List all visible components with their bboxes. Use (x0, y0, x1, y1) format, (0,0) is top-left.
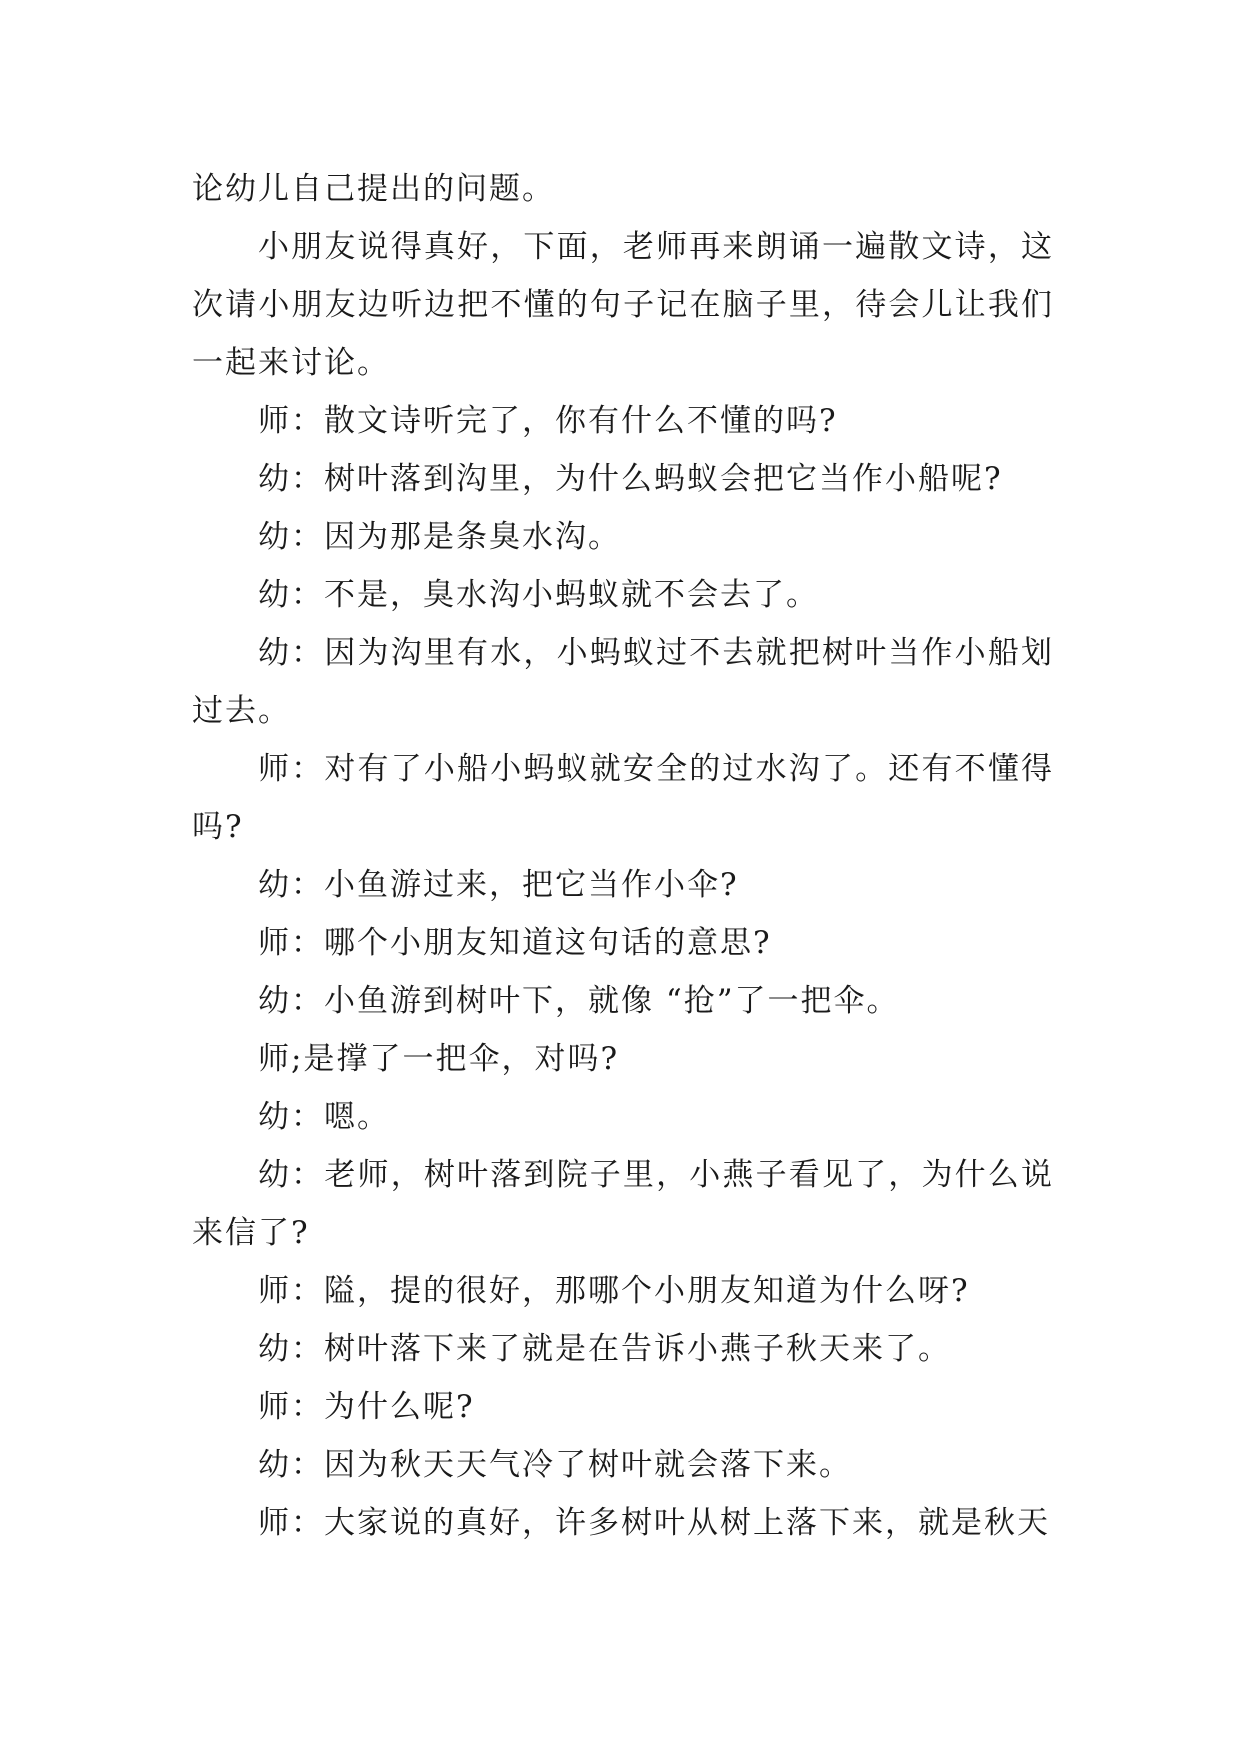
dialogue-line: 幼：小鱼游过来，把它当作小伞? (258, 867, 739, 903)
dialogue-line: 幼：树叶落到沟里，为什么蚂蚁会把它当作小船呢? (258, 461, 1003, 497)
dialogue-line: 师;是撑了一把伞，对吗? (258, 1041, 620, 1077)
document-body (192, 160, 1054, 1552)
dialogue-line: 师：散文诗听完了，你有什么不懂的吗? (258, 403, 838, 439)
dialogue-line: 师：对有了小船小蚂蚁就安全的过水沟了。还有不懂得吗? (192, 751, 1054, 845)
dialogue-line: 幼：因为沟里有水，小蚂蚁过不去就把树叶当作小船划过去。 (192, 635, 1054, 729)
dialogue-line: 幼：因为秋天天气冷了树叶就会落下来。 (258, 1447, 852, 1483)
paragraph: 论幼儿自己提出的问题。 (192, 171, 555, 207)
dialogue-line: 师：大家说的真好，许多树叶从树上落下来，就是秋天 (258, 1505, 1050, 1541)
paragraph: 小朋友说得真好，下面，老师再来朗诵一遍散文诗，这次请小朋友边听边把不懂的句子记在脑子里，待会儿让我们一起来讨论。 (192, 229, 1054, 381)
dialogue-line: 幼：树叶落下来了就是在告诉小燕子秋天来了。 (258, 1331, 951, 1367)
dialogue-line: 幼：老师，树叶落到院子里，小燕子看见了，为什么说来信了? (192, 1157, 1054, 1251)
dialogue-line: 幼：不是，臭水沟小蚂蚁就不会去了。 (258, 577, 819, 613)
dialogue-line: 师：为什么呢? (258, 1389, 475, 1425)
dialogue-line: 师：隘，提的很好，那哪个小朋友知道为什么呀? (258, 1273, 970, 1309)
dialogue-line: 幼：因为那是条臭水沟。 (258, 519, 621, 555)
dialogue-line: 幼：小鱼游到树叶下，就像 “抢”了一把伞。 (258, 983, 900, 1019)
dialogue-line: 师：哪个小朋友知道这句话的意思? (258, 925, 772, 961)
dialogue-line: 幼：嗯。 (258, 1099, 390, 1135)
